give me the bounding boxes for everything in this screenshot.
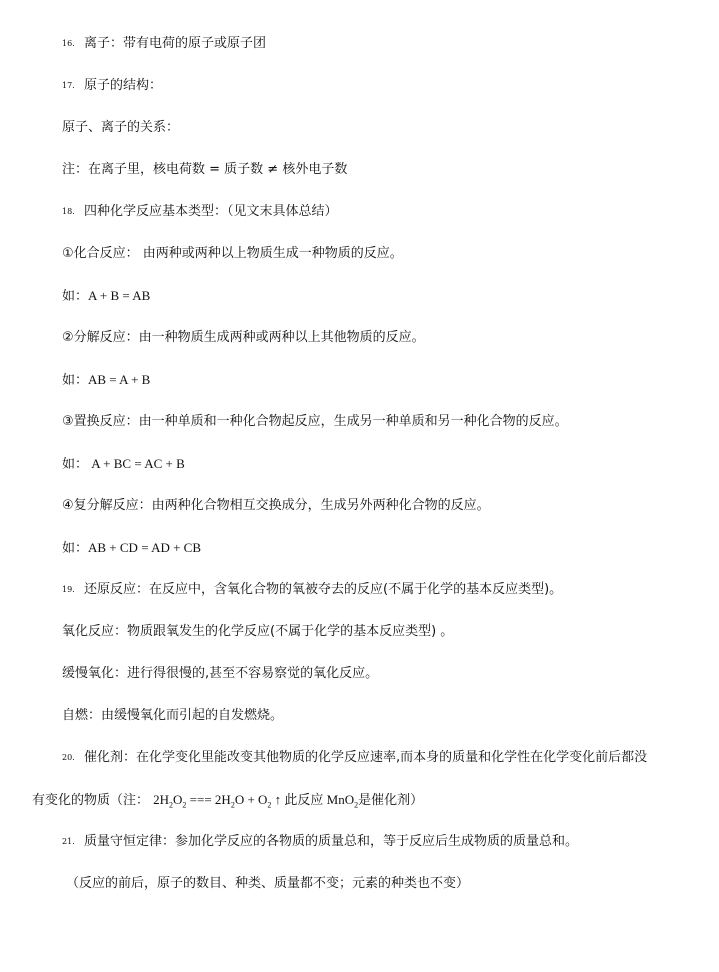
reaction-displacement-example <box>62 455 185 473</box>
line-text: 如：AB + CD = AD + CB <box>62 540 202 555</box>
line-text: 氧化反应：物质跟氧发生的化学反应(不属于化学的基本反应类型) 。 <box>62 624 454 639</box>
formula-h2o2: $2H_2O_2$ === $2H_2O + O_2$ ↑ 此反应 MnO$_2$ <box>153 792 359 810</box>
line-text: 是催化剂） <box>358 793 424 808</box>
line-text: 如：AB = A + B <box>62 372 151 387</box>
line-text: ②分解反应：由一种物质生成两种或两种以上其他物质的反应。 <box>62 330 425 345</box>
line-text: 如： A + BC = AC + B <box>62 456 185 471</box>
item-text: 质量守恒定律：参加化学反应的各物质的质量总和，等于反应后生成物质的质量总和。 <box>84 834 579 849</box>
line-text: 缓慢氧化：进行得很慢的,甚至不容易察觉的氧化反应。 <box>62 666 379 681</box>
item-text: 还原反应：在反应中，含氧化合物的氧被夺去的反应(不属于化学的基本反应类型)。 <box>84 582 563 597</box>
item-text: 催化剂：在化学变化里能改变其他物质的化学反应速率,而本身的质量和化学性在化学变化前后都没 <box>84 750 648 765</box>
reaction-decomposition <box>62 329 425 347</box>
item-number: 17. <box>62 81 75 90</box>
item-20-continuation <box>32 791 423 810</box>
line-text: 注：在离子里，核电荷数 = 质子数 ≠ 核外电子数 <box>62 162 348 177</box>
reaction-decomposition-example <box>62 371 150 389</box>
item-number: 18. <box>62 207 75 216</box>
item-16 <box>62 35 266 53</box>
item-number: 20. <box>62 753 75 762</box>
note-line <box>62 161 347 179</box>
line-text: （反应的前后，原子的数目、种类、质量都不变；元素的种类也不变） <box>66 876 470 891</box>
item-text: 离子：带有电荷的原子或原子团 <box>84 36 267 51</box>
line-text: 有变化的物质（注： <box>32 793 154 808</box>
item-21-note <box>66 875 469 893</box>
item-21 <box>62 833 578 851</box>
item-19 <box>62 581 562 599</box>
item-text: 四种化学反应基本类型：（见文末具体总结） <box>84 204 338 219</box>
reaction-double-decomposition <box>62 497 490 515</box>
line-text: ①化合反应： 由两种或两种以上物质生成一种物质的反应。 <box>62 246 403 261</box>
reaction-combination <box>62 245 403 263</box>
line-text: 如：A + B = AB <box>62 288 151 303</box>
slow-oxidation <box>62 665 378 683</box>
item-number: 16. <box>62 39 75 48</box>
item-18 <box>62 203 338 221</box>
line-text: ③置换反应：由一种单质和一种化合物起反应，生成另一种单质和另一种化合物的反应。 <box>62 414 568 429</box>
item-17 <box>62 77 162 95</box>
reaction-combination-example <box>62 287 150 305</box>
oxidation-reaction <box>62 623 453 641</box>
item-number: 19. <box>62 585 75 594</box>
line-text: 自燃：由缓慢氧化而引起的自发燃烧。 <box>62 708 284 723</box>
reaction-displacement <box>62 413 568 431</box>
line-text: ④复分解反应：由两种化合物相互交换成分，生成另外两种化合物的反应。 <box>62 498 490 513</box>
line-text: 原子、离子的关系： <box>62 120 180 135</box>
atom-ion-relation <box>62 119 179 137</box>
item-number: 21. <box>62 837 75 846</box>
reaction-double-decomposition-example <box>62 539 201 557</box>
spontaneous-combustion <box>62 707 283 725</box>
item-text: 原子的结构： <box>84 78 163 93</box>
item-20 <box>62 749 647 767</box>
